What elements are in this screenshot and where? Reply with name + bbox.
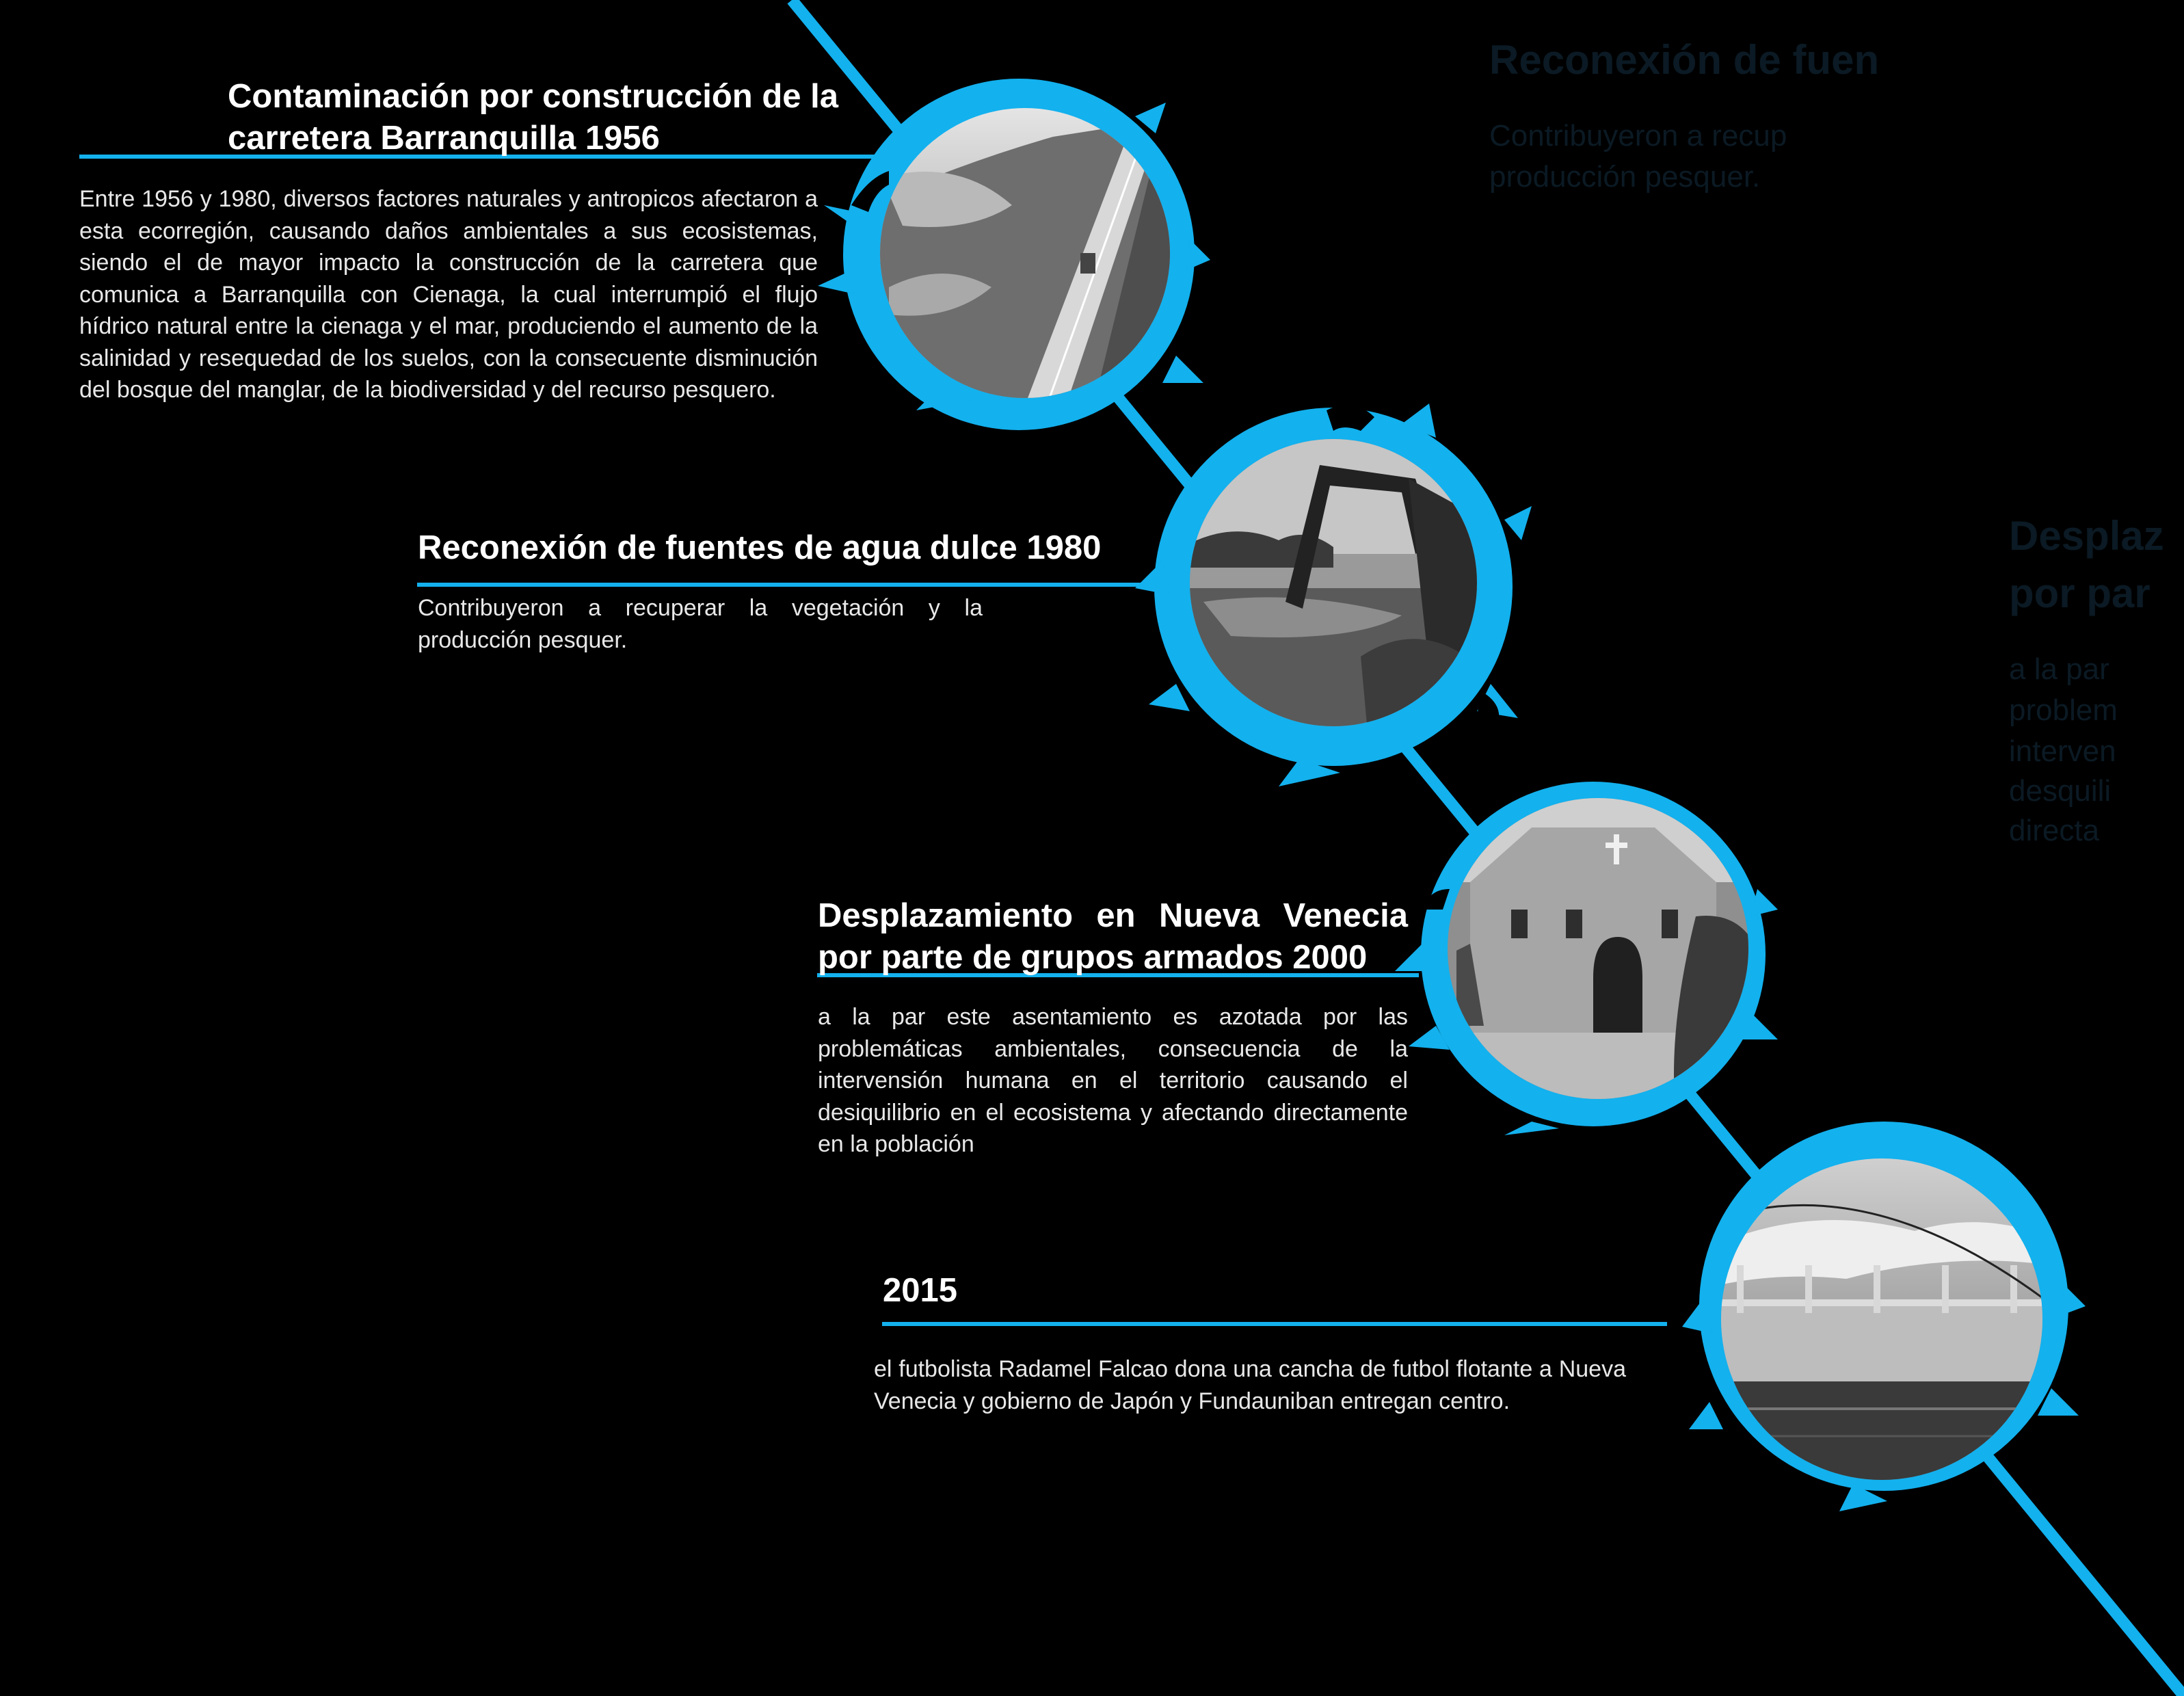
ghost-heading: Reconexión de fuen [1489,37,1880,83]
heading-rule-1980 [417,583,1150,587]
ghost-line: Contribuyeron a recup [1489,119,1787,153]
entry-body: a la par este asentamiento es azotada por las problemáticas ambientales, consecuencia de la intervensión humana en el territorio causando el desiquilibrio en el ecosistema y afectando directamente en la población [818,1004,1408,1157]
timeline-node-2000 [1395,782,1778,1135]
entry-body: Entre 1956 y 1980, diversos factores naturales y antropicos afectaron a esta ecorregión, causando daños ambientales a sus ecosistemas, siendo el de mayor impacto la construcción de la carretera que comunica a Barranquilla con Cienaga, la cual interrumpió el flujo hídrico natural entre la cienaga y el mar, produciendo el aumento de la salinidad y resequedad de los suelos, con la consecuente disminución del bosque del manglar, de la biodiversidad y del recurso pesquero. [79,186,818,403]
ghost-line: a la par [2009,652,2109,686]
heading-rule-2015 [882,1322,1667,1326]
entry-heading-line: carretera Barranquilla 1956 [228,120,660,157]
entry-heading [883,1270,1156,1312]
entry-heading-line: por parte de grupos armados 2000 [818,939,1368,976]
timeline-node-1980 [1135,403,1532,786]
ghost-line: interven [2009,734,2116,768]
entry-heading-line: Contaminación por construcción de la [228,78,839,115]
entry-heading-line: Reconexión de fuentes de agua dulce 1980 [418,529,1102,566]
ghost-line: producción pesquer. [1489,160,1761,194]
entry-heading [818,895,1408,937]
entry-body: el futbolista Radamel Falcao dona una cancha de futbol flotante a Nueva Venecia y gobierno de Japón y Fundauniban entregan centro. [874,1356,1626,1414]
ghost-line: problem [2009,693,2118,727]
ghost-heading: Desplaz [2009,513,2164,559]
entry-heading-line: Desplazamiento en Nueva Venecia [818,897,1408,934]
entry-heading-line: 2015 [883,1272,958,1309]
entry-heading [418,527,1143,569]
ghost-line: directa [2009,814,2100,847]
ghost-line: desquili [2009,774,2112,808]
timeline-node-2015 [1682,1122,2086,1511]
entry-heading [228,76,884,159]
entry-heading [818,937,1408,979]
entry-body: Contribuyeron a recuperar la vegetación y la producción pesquer. [418,595,983,653]
ghost-heading: por par [2009,570,2150,616]
